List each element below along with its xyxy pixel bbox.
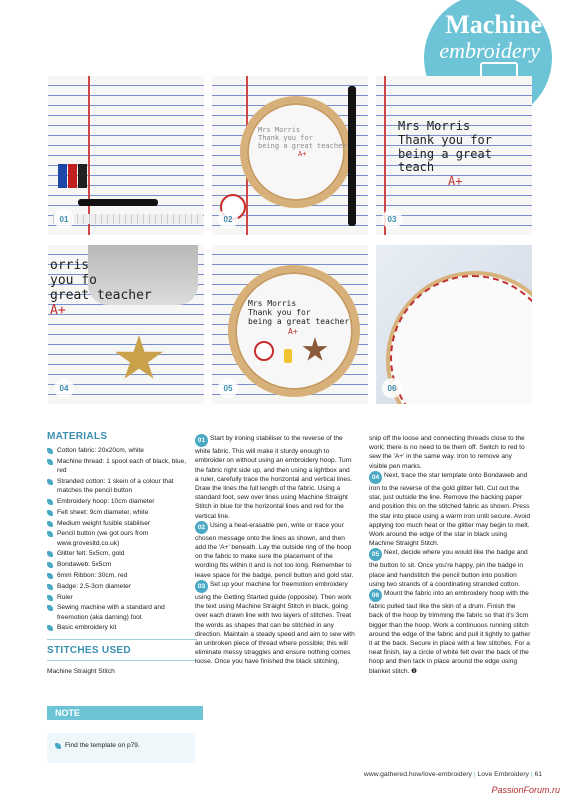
step-number: 03 <box>195 580 208 593</box>
list-item: Machine thread: 1 spool each of black, blue, red <box>47 457 197 475</box>
hand-text: Mrs Morris Thank you for being a great teach A+ <box>398 119 492 189</box>
hand-text: Mrs Morris Thank you for being a great teacher A+ <box>248 299 350 336</box>
bullet-icon <box>55 743 61 749</box>
note-heading: NOTE <box>47 706 203 720</box>
step-03: 03 Set up your machine for freemotion embroidery using the Getting Started guide (opposite). Then work the text using Machine Straight Stitch in black, going over each drawn line with two layers of stitches. Treat the words as shapes that can be stitched in any direction. Maintain a steady speed and aim to sew with an unbroken piece of thread where possible; this will eliminate messy straggles and ensure nothing comes loose. Once you have finished the black stitching, <box>195 580 355 666</box>
list-item: Medium weight fusible stabiliser <box>47 519 197 528</box>
instructions-col-2 <box>195 434 355 667</box>
photo-number: 05 <box>218 378 238 398</box>
photo-number: 06 <box>382 378 402 398</box>
pen <box>78 199 158 206</box>
title-line-1: Machine <box>445 10 542 39</box>
step-01: 01 Start by ironing stabiliser to the reverse of the white fabric. This will make it sturdy enough to embroider on without using an embroidery hoop. Turn the fabric right side up, and then using a lightbox and a ruler, carefully trace the horizontal and vertical lines. Draw the lines the full length of the fabric. Using a standard foot, sew over lines using Machine Straight Stitch in blue for the horizontal lines and red for the vertical line. <box>195 435 353 520</box>
photo-number: 01 <box>54 209 74 229</box>
list-item: Ruler <box>47 593 197 602</box>
photo-number: 03 <box>382 209 402 229</box>
stitches-text: Machine Straight Stitch <box>47 667 115 675</box>
step-number: 04 <box>369 471 382 484</box>
materials-section <box>47 432 197 676</box>
step-04: 04 Next, trace the star template onto Bondaweb and iron to the reverse of the gold glitter felt. Cut out the star, just outside the line. Remove the backing paper and position this on the stitched fabric as shown. Press the star into place using a warm iron until secure. Avoid applying too much heat or the glitter may begin to melt. Work around the edge of the star in black using Machine Straight Stitch. <box>369 471 531 548</box>
footer-url[interactable]: www.gathered.how/love-embroidery <box>363 771 472 778</box>
list-item: Embroidery hoop: 10cm diameter <box>47 497 197 506</box>
instructions-col-3 <box>369 434 531 676</box>
list-item: Stranded cotton: 1 skein of a colour that matches the pencil button <box>47 477 197 495</box>
step-number: 06 <box>369 589 382 602</box>
note-box <box>47 733 195 763</box>
step-06: 06 Mount the fabric into an embroidery hoop with the fabric pulled taut like the skin of a drum. Finish the back of the hoop by trimming the fabric so that it's 3cm bigger than the hoop. Work a continuous running stitch around the edge of the fabric and pull it tightly to gather it at the back. Secure in place with a few stitches. For a neat finish, lay a circle of white felt over the back of the hoop and then tack in place around the edge using blanket stitch. ❷ <box>369 590 531 675</box>
photo-03 <box>376 76 532 235</box>
list-item: Cotton fabric: 20x20cm, white <box>47 446 197 455</box>
list-item: 6mm Ribbon: 30cm, red <box>47 571 197 580</box>
photo-02 <box>212 76 368 235</box>
list-item: Pencil button (we got ours from www.grovesltd.co.uk) <box>47 529 197 547</box>
hand-text: Mrs Morris Thank you for being a great teacher A+ <box>258 126 347 159</box>
step-number: 02 <box>195 521 208 534</box>
step-03-continued: snip off the loose and connecting threads close to the work; there is no need to tie them off. Switch to red to sew the 'A+' in the same way. Iron to remove any visible pen marks. <box>369 435 525 470</box>
step-05: 05 Next, decide where you would like the badge and the button to sit. Once you're happy, pin the badge in place and handstitch the pencil button into position using two strands of a coordinating stranded cotton. <box>369 549 528 588</box>
watermark: PassionForum.ru <box>491 785 560 795</box>
pencil-button <box>284 349 292 363</box>
footer-magazine: Love Embroidery <box>477 771 529 778</box>
photo-number: 02 <box>218 209 238 229</box>
step-02: 02 Using a heat-erasable pen, write or trace your chosen message onto the lines as shown, and then add the 'A+' beneath. Lay the outside ring of the hoop on the fabric to make sure the placement of the wording fits within it and is not too long. Remember to leave space for the badge, pencil button and gold star. <box>195 521 354 579</box>
page-footer: www.gathered.how/love-embroidery | Love Embroidery | 61 <box>363 771 542 778</box>
photo-04 <box>48 245 204 404</box>
step-number: 01 <box>195 434 208 447</box>
hand-text: orris you fo great teacher A+ <box>50 258 152 318</box>
photo-05 <box>212 245 368 404</box>
thread-spools <box>58 164 88 188</box>
materials-list <box>47 446 197 632</box>
page-number: 61 <box>534 771 542 778</box>
pen <box>348 86 356 226</box>
gold-star <box>114 335 164 383</box>
list-item: Badge: 2.5-3cm diameter <box>47 582 197 591</box>
photo-01 <box>48 76 204 235</box>
note-text: Find the template on p79. <box>65 742 140 749</box>
apple-badge <box>254 341 274 361</box>
step-number: 05 <box>369 548 382 561</box>
stitches-heading: STITCHES USED <box>47 644 131 656</box>
blanket-stitch <box>390 275 532 404</box>
ruler <box>53 214 203 224</box>
list-item: Felt sheet: 9cm diameter, white <box>47 508 197 517</box>
list-item: Bondaweb: 5x5cm <box>47 560 197 569</box>
materials-heading: MATERIALS <box>47 431 108 442</box>
list-item: Sewing machine with a standard and freemotion (aka darning) foot <box>47 603 197 621</box>
title-line-2: embroidery <box>439 38 540 63</box>
photo-number: 04 <box>54 378 74 398</box>
photo-06 <box>376 245 532 404</box>
list-item: Glitter felt: 5x5cm, gold <box>47 549 197 558</box>
list-item: Basic embroidery kit <box>47 623 197 632</box>
